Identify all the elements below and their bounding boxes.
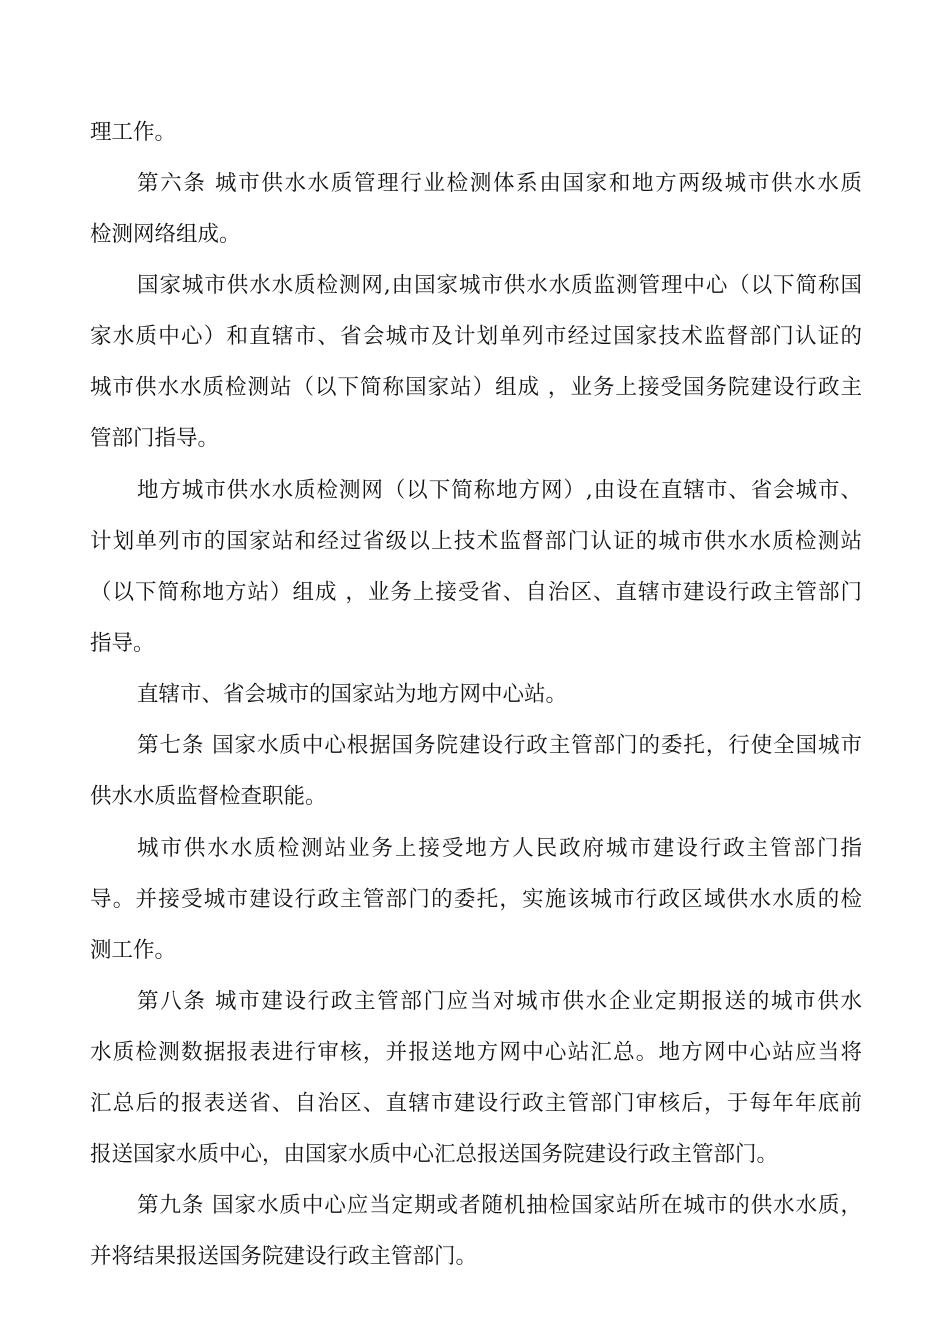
text-line: 计划单列市的国家站和经过省级以上技术监督部门认证的城市供水水质检测站 [90, 529, 862, 554]
text-line: 报送国家水质中心，由国家水质中心汇总报送国务院建设行政主管部门。 [90, 1142, 779, 1167]
paragraph-first-line: 地方城市供水水质检测网（以下简称地方网）,由设在直辖市、省会城市、 [137, 478, 862, 503]
article-7-heading-line: 第七条 国家水质中心根据国务院建设行政主管部门的委托，行使全国城市 [137, 733, 862, 758]
text-line: 管部门指导。 [90, 426, 220, 451]
text-line: 城市供水水质检测站（以下简称国家站）组成 ，业务上接受国务院建设行政主 [90, 375, 862, 400]
text-line: 并将结果报送国务院建设行政主管部门。 [90, 1244, 478, 1269]
text-line: 汇总后的报表送省、自治区、直辖市建设行政主管部门审核后，于每年年底前 [90, 1091, 862, 1116]
text-line: 家水质中心）和直辖市、省会城市及计划单列市经过国家技术监督部门认证的 [90, 324, 862, 349]
article-8-heading-line: 第八条 城市建设行政主管部门应当对城市供水企业定期报送的城市供水 [137, 989, 862, 1014]
text-line: 检测网络组成。 [90, 222, 241, 247]
article-6-heading-line: 第六条 城市供水水质管理行业检测体系由国家和地方两级城市供水水质 [137, 171, 862, 196]
text-line: （以下简称地方站）组成 ，业务上接受省、自治区、直辖市建设行政主管部门 [90, 580, 862, 605]
text-line: 测工作。 [90, 938, 177, 963]
paragraph-first-line: 国家城市供水水质检测网,由国家城市供水水质监测管理中心（以下简称国 [137, 273, 862, 298]
article-9-heading-line: 第九条 国家水质中心应当定期或者随机抽检国家站所在城市的供水水质， [137, 1193, 862, 1218]
text-line: 理工作。 [90, 120, 177, 145]
paragraph-first-line: 直辖市、省会城市的国家站为地方网中心站。 [137, 682, 568, 707]
text-line: 供水水质监督检查职能。 [90, 784, 327, 809]
text-line: 水质检测数据报表进行审核，并报送地方网中心站汇总。地方网中心站应当将 [90, 1040, 862, 1065]
text-line: 导。并接受城市建设行政主管部门的委托，实施该城市行政区域供水水质的检 [90, 887, 862, 912]
text-line: 指导。 [90, 631, 155, 656]
paragraph-first-line: 城市供水水质检测站业务上接受地方人民政府城市建设行政主管部门指 [137, 836, 862, 861]
